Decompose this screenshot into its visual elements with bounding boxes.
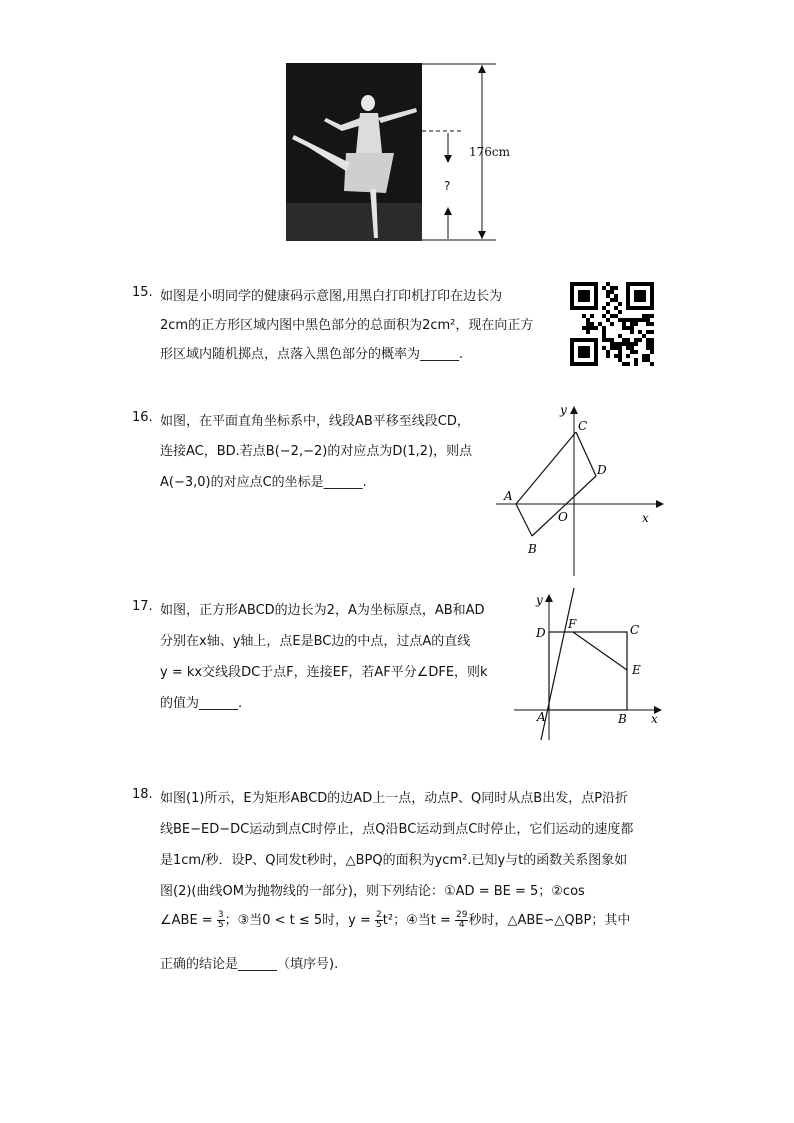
height-label: 176cm	[469, 145, 511, 159]
qr-module	[646, 354, 650, 358]
qr-module	[590, 314, 594, 318]
qr-module	[606, 318, 610, 322]
qr-module	[606, 350, 610, 354]
qr-module	[626, 326, 630, 330]
numerator: 29	[456, 910, 468, 920]
qr-module	[602, 338, 606, 342]
dancer-photo	[286, 63, 422, 241]
qr-module	[622, 318, 626, 322]
qr-module	[646, 330, 650, 334]
qr-module	[622, 342, 626, 346]
qr-module	[622, 362, 626, 366]
qr-module	[614, 294, 618, 298]
label-x: x	[642, 511, 649, 525]
qr-module	[650, 322, 654, 326]
question-16	[132, 410, 492, 490]
q17-line-2: 分别在x轴、y轴上，点E是BC边的中点，过点A的直线	[160, 634, 471, 649]
qr-module	[610, 338, 614, 342]
qr-module	[614, 354, 618, 358]
qr-module	[586, 318, 590, 322]
qr-module	[642, 354, 646, 358]
qr-module	[622, 338, 626, 342]
label-y: y	[536, 593, 543, 607]
qr-module	[618, 318, 622, 322]
q17-line-4: 的值为______.	[160, 696, 243, 711]
q18-text-b: ；③当0 < t ≤ 5时，y =	[224, 913, 376, 928]
question-number: 18.	[132, 787, 153, 802]
qr-module	[650, 338, 654, 342]
qr-module	[578, 290, 590, 302]
qr-module	[598, 322, 602, 326]
dancer-figure	[286, 63, 511, 243]
qr-module	[642, 318, 646, 322]
qr-module	[630, 330, 634, 334]
label-C: C	[578, 419, 588, 433]
qr-module	[602, 286, 606, 290]
coordinate-figure-16	[496, 398, 666, 576]
qr-module	[630, 322, 634, 326]
label-D: D	[597, 463, 607, 477]
qr-module	[614, 298, 618, 302]
qr-module	[602, 314, 606, 318]
label-B: B	[618, 712, 627, 726]
qr-module	[622, 322, 626, 326]
q18-line-1: 如图(1)所示，E为矩形ABCD的边AD上一点，动点P、Q同时从点B出发，点P沿折	[160, 791, 629, 806]
qr-module	[642, 314, 646, 318]
qr-module	[626, 318, 630, 322]
qr-module	[618, 346, 622, 350]
q18-line-2: 线BE−ED−DC运动到点C时停止，点Q沿BC运动到点C时停止，它们运动的速度都	[160, 822, 634, 837]
qr-module	[590, 326, 594, 330]
qr-module	[614, 306, 618, 310]
qr-module	[650, 362, 654, 366]
qr-module	[650, 350, 654, 354]
qr-module	[630, 318, 634, 322]
qr-module	[578, 346, 590, 358]
denominator: 5	[217, 920, 224, 930]
dancer-silhouette	[286, 63, 422, 241]
q18-line-4: 图(2)(曲线OM为抛物线的一部分)，则下列结论：①AD = BE = 5；②cos	[160, 884, 585, 899]
qr-module	[646, 342, 650, 346]
qr-module	[610, 342, 614, 346]
qr-module	[606, 310, 610, 314]
q18-text-d: 秒时，△ABE∽△QBP；其中	[468, 913, 631, 928]
qr-module	[642, 334, 646, 338]
question-number: 15.	[132, 285, 153, 300]
qr-module	[626, 342, 630, 346]
label-C: C	[630, 623, 640, 637]
q18-text-a: ∠ABE =	[160, 913, 217, 928]
qr-module	[606, 282, 610, 286]
qr-module	[630, 342, 634, 346]
qr-module	[634, 342, 638, 346]
qr-module	[614, 346, 618, 350]
qr-module	[586, 330, 590, 334]
qr-module	[626, 338, 630, 342]
qr-module	[646, 338, 650, 342]
question-18	[132, 787, 672, 977]
qr-module	[634, 318, 638, 322]
qr-module	[606, 302, 610, 306]
qr-module	[606, 290, 610, 294]
qr-module	[638, 318, 642, 322]
qr-module	[610, 298, 614, 302]
q15-line-2: 2cm的正方形区域内图中黑色部分的总面积为2cm²，现在向正方	[160, 318, 534, 333]
qr-module	[642, 358, 646, 362]
qr-module	[610, 322, 614, 326]
qr-module	[634, 322, 638, 326]
qr-module	[610, 346, 614, 350]
qr-module	[618, 302, 622, 306]
qr-module	[586, 326, 590, 330]
qr-module	[582, 314, 586, 318]
qr-module	[634, 358, 638, 362]
qr-module	[638, 330, 642, 334]
numerator: 2	[376, 910, 382, 920]
qr-module	[638, 338, 642, 342]
qr-module	[594, 326, 598, 330]
qr-module	[634, 362, 638, 366]
qr-module	[634, 338, 638, 342]
fraction-29-4	[455, 911, 468, 930]
label-E: E	[632, 663, 641, 677]
qr-module	[602, 346, 606, 350]
label-x: x	[651, 712, 658, 726]
q17-line-1: 如图，正方形ABCD的边长为2，A为坐标原点，AB和AD	[160, 603, 485, 618]
qr-module	[602, 326, 606, 330]
qr-module	[614, 342, 618, 346]
qr-module	[630, 326, 634, 330]
qr-module	[630, 350, 634, 354]
q18-line-6: 正确的结论是______（填序号).	[160, 957, 339, 972]
q18-line-5	[160, 909, 630, 930]
qr-module	[614, 286, 618, 290]
qr-module	[634, 290, 646, 302]
qr-module	[650, 330, 654, 334]
qr-module	[586, 322, 590, 326]
qr-module	[646, 314, 650, 318]
label-A: A	[504, 489, 513, 503]
qr-module	[606, 338, 610, 342]
qr-module	[610, 290, 614, 294]
qr-module	[646, 322, 650, 326]
qr-module	[602, 330, 606, 334]
qr-module	[602, 306, 606, 310]
qr-module	[602, 334, 606, 338]
qr-module	[618, 310, 622, 314]
qr-module	[626, 362, 630, 366]
q16-line-2: 连接AC，BD.若点B(−2,−2)的对应点为D(1,2)，则点	[160, 444, 473, 459]
qr-module	[626, 354, 630, 358]
qr-module	[618, 350, 622, 354]
q16-line-1: 如图，在平面直角坐标系中，线段AB平移至线段CD，	[160, 414, 470, 429]
qr-module	[606, 294, 610, 298]
qr-module	[582, 326, 586, 330]
q18-line-3: 是1cm/秒．设P、Q同发t秒时，△BPQ的面积为ycm².已知y与t的函数关系图象如	[160, 853, 628, 868]
qr-module	[614, 314, 618, 318]
label-y: y	[560, 403, 567, 417]
question-17	[132, 599, 512, 709]
qr-module	[650, 342, 654, 346]
qr-module	[610, 286, 614, 290]
numerator: 3	[217, 910, 224, 920]
question-number: 16.	[132, 410, 153, 425]
q17-line-3: y = kx交线段DC于点F，连接EF，若AF平分∠DFE，则k	[160, 665, 488, 680]
qr-module	[610, 314, 614, 318]
qr-module	[646, 358, 650, 362]
qr-module	[618, 334, 622, 338]
q15-line-3: 形区域内随机掷点，点落入黑色部分的概率为______.	[160, 347, 464, 362]
question-number: 17.	[132, 599, 153, 614]
coordinate-figure-17	[514, 588, 664, 742]
denominator: 4	[458, 920, 465, 930]
qr-module	[626, 346, 630, 350]
fraction-2-5	[375, 911, 383, 930]
qr-module	[650, 346, 654, 350]
qr-module	[630, 346, 634, 350]
label-B: B	[528, 542, 537, 556]
qr-code-figure	[570, 282, 654, 366]
denominator: 5	[376, 920, 382, 930]
qr-module	[618, 342, 622, 346]
qr-module	[590, 322, 594, 326]
fraction-3-5	[217, 911, 225, 930]
label-D: D	[536, 626, 546, 640]
qr-module	[606, 354, 610, 358]
qr-module	[650, 314, 654, 318]
qr-module	[646, 318, 650, 322]
label-F: F	[568, 617, 577, 631]
qr-module	[618, 358, 622, 362]
qr-module	[622, 326, 626, 330]
q15-line-1: 如图是小明同学的健康码示意图,用黑白打印机打印在边长为	[160, 289, 503, 304]
q16-line-3: A(−3,0)的对应点C的坐标是______.	[160, 475, 367, 490]
q18-text-c: t²；④当t =	[382, 913, 455, 928]
qr-module	[618, 354, 622, 358]
qr-module	[634, 350, 638, 354]
qr-module	[646, 346, 650, 350]
label-O: O	[558, 510, 568, 524]
question-15	[132, 285, 572, 365]
unknown-label: ?	[444, 179, 451, 193]
label-A: A	[537, 710, 546, 724]
